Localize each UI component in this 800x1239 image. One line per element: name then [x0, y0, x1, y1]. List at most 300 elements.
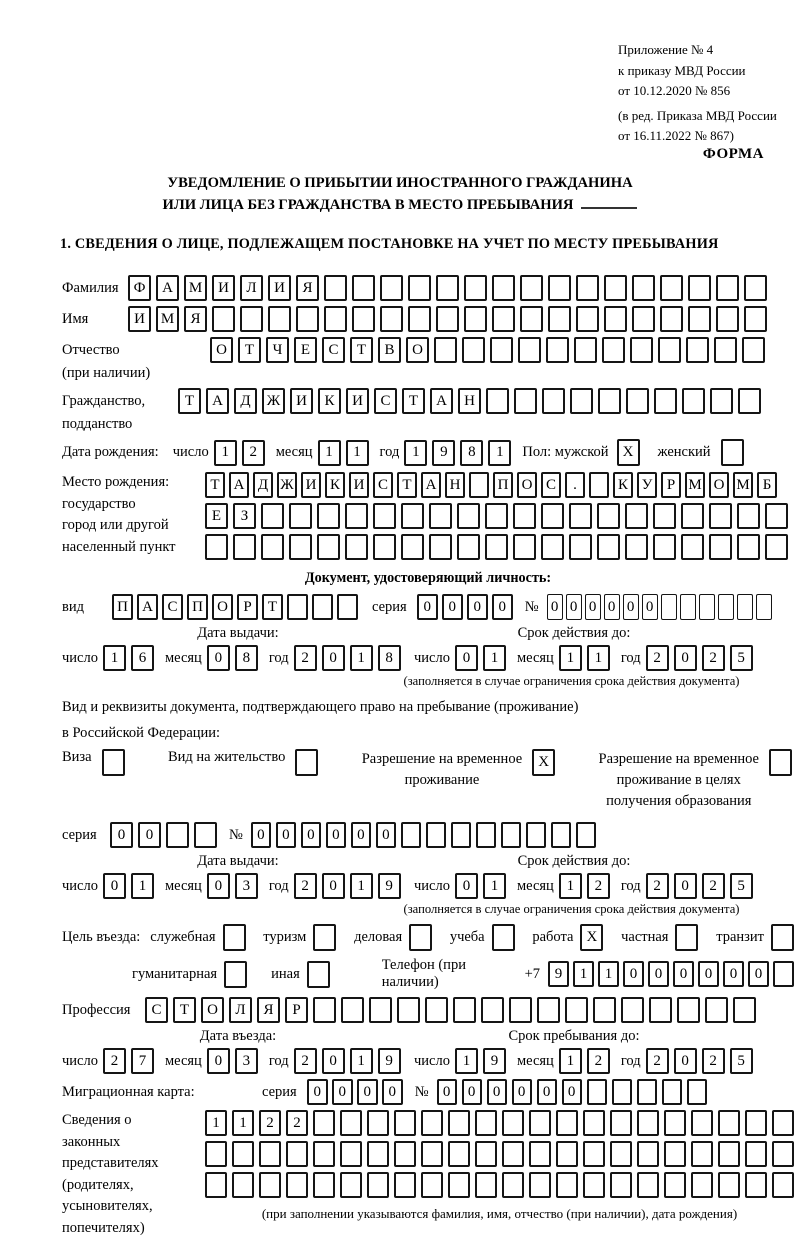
char-cell[interactable]: [604, 275, 627, 301]
option-checkbox[interactable]: [675, 924, 698, 951]
char-cell[interactable]: [233, 534, 256, 560]
char-cell[interactable]: [632, 275, 655, 301]
char-cell[interactable]: [261, 534, 284, 560]
char-cell[interactable]: 0: [322, 873, 345, 899]
char-cell[interactable]: В: [378, 337, 401, 363]
char-cell[interactable]: [514, 388, 537, 414]
char-cell[interactable]: [710, 388, 733, 414]
char-cell[interactable]: [738, 388, 761, 414]
char-cell[interactable]: [637, 1079, 657, 1105]
char-cell[interactable]: [653, 503, 676, 529]
char-cell[interactable]: И: [128, 306, 151, 332]
char-cell[interactable]: [637, 1172, 659, 1198]
char-cell[interactable]: 0: [674, 1048, 697, 1074]
char-cell[interactable]: [681, 534, 704, 560]
char-cell[interactable]: [556, 1110, 578, 1136]
char-cell[interactable]: [718, 1141, 740, 1167]
char-cell[interactable]: 0: [376, 822, 396, 848]
char-cell[interactable]: 0: [442, 594, 463, 620]
char-cell[interactable]: 0: [492, 594, 513, 620]
char-cell[interactable]: [688, 306, 711, 332]
char-cell[interactable]: Т: [205, 472, 225, 498]
char-cell[interactable]: Д: [253, 472, 273, 498]
char-cell[interactable]: 1: [103, 645, 126, 671]
char-cell[interactable]: [520, 306, 543, 332]
char-cell[interactable]: 0: [547, 594, 563, 620]
char-cell[interactable]: [421, 1110, 443, 1136]
char-cell[interactable]: Ж: [262, 388, 285, 414]
char-cell[interactable]: [436, 275, 459, 301]
char-cell[interactable]: [369, 997, 392, 1023]
char-cell[interactable]: [574, 337, 597, 363]
char-cell[interactable]: 1: [232, 1110, 254, 1136]
char-cell[interactable]: М: [156, 306, 179, 332]
char-cell[interactable]: [453, 997, 476, 1023]
char-cell[interactable]: [630, 337, 653, 363]
char-cell[interactable]: С: [322, 337, 345, 363]
char-cell[interactable]: [745, 1141, 767, 1167]
char-cell[interactable]: [448, 1141, 470, 1167]
char-cell[interactable]: 6: [131, 645, 154, 671]
char-cell[interactable]: Т: [178, 388, 201, 414]
char-cell[interactable]: [737, 503, 760, 529]
char-cell[interactable]: 2: [587, 873, 610, 899]
char-cell[interactable]: [705, 997, 728, 1023]
char-cell[interactable]: [341, 997, 364, 1023]
char-cell[interactable]: [587, 1079, 607, 1105]
char-cell[interactable]: [313, 1110, 335, 1136]
char-cell[interactable]: 1: [559, 873, 582, 899]
char-cell[interactable]: О: [212, 594, 233, 620]
char-cell[interactable]: [772, 1110, 794, 1136]
char-cell[interactable]: [541, 534, 564, 560]
char-cell[interactable]: [313, 1141, 335, 1167]
char-cell[interactable]: [718, 1172, 740, 1198]
char-cell[interactable]: [765, 503, 788, 529]
char-cell[interactable]: [352, 275, 375, 301]
char-cell[interactable]: Т: [402, 388, 425, 414]
char-cell[interactable]: 0: [437, 1079, 457, 1105]
char-cell[interactable]: [212, 306, 235, 332]
char-cell[interactable]: 3: [235, 1048, 258, 1074]
char-cell[interactable]: 0: [207, 1048, 230, 1074]
char-cell[interactable]: [317, 534, 340, 560]
char-cell[interactable]: 2: [702, 873, 725, 899]
char-cell[interactable]: 0: [562, 1079, 582, 1105]
char-cell[interactable]: 0: [357, 1079, 378, 1105]
char-cell[interactable]: 0: [748, 961, 769, 987]
char-cell[interactable]: [313, 1172, 335, 1198]
char-cell[interactable]: 7: [131, 1048, 154, 1074]
char-cell[interactable]: [610, 1172, 632, 1198]
char-cell[interactable]: И: [268, 275, 291, 301]
char-cell[interactable]: [661, 594, 677, 620]
char-cell[interactable]: [548, 306, 571, 332]
char-cell[interactable]: М: [184, 275, 207, 301]
char-cell[interactable]: М: [733, 472, 753, 498]
char-cell[interactable]: К: [613, 472, 633, 498]
char-cell[interactable]: [529, 1110, 551, 1136]
char-cell[interactable]: [687, 1079, 707, 1105]
char-cell[interactable]: [772, 1172, 794, 1198]
char-cell[interactable]: Я: [257, 997, 280, 1023]
char-cell[interactable]: [576, 306, 599, 332]
char-cell[interactable]: С: [374, 388, 397, 414]
char-cell[interactable]: [597, 503, 620, 529]
char-cell[interactable]: З: [233, 503, 256, 529]
option-checkbox[interactable]: [224, 961, 247, 988]
char-cell[interactable]: [426, 822, 446, 848]
char-cell[interactable]: [352, 306, 375, 332]
char-cell[interactable]: [408, 275, 431, 301]
char-cell[interactable]: [658, 337, 681, 363]
char-cell[interactable]: О: [709, 472, 729, 498]
char-cell[interactable]: [457, 534, 480, 560]
char-cell[interactable]: [556, 1172, 578, 1198]
char-cell[interactable]: 0: [207, 645, 230, 671]
char-cell[interactable]: 9: [378, 1048, 401, 1074]
char-cell[interactable]: [602, 337, 625, 363]
char-cell[interactable]: .: [565, 472, 585, 498]
char-cell[interactable]: [205, 534, 228, 560]
char-cell[interactable]: С: [162, 594, 183, 620]
char-cell[interactable]: [287, 594, 308, 620]
char-cell[interactable]: А: [206, 388, 229, 414]
char-cell[interactable]: [529, 1141, 551, 1167]
char-cell[interactable]: 2: [103, 1048, 126, 1074]
char-cell[interactable]: [691, 1141, 713, 1167]
char-cell[interactable]: 0: [322, 645, 345, 671]
option-checkbox[interactable]: [307, 961, 330, 988]
char-cell[interactable]: [772, 1141, 794, 1167]
char-cell[interactable]: 2: [646, 645, 669, 671]
char-cell[interactable]: 0: [512, 1079, 532, 1105]
char-cell[interactable]: [548, 275, 571, 301]
residence-permit-checkbox[interactable]: [295, 749, 318, 776]
char-cell[interactable]: [626, 388, 649, 414]
option-checkbox[interactable]: [771, 924, 794, 951]
temp-residence-checkbox[interactable]: X: [532, 749, 555, 776]
char-cell[interactable]: [765, 534, 788, 560]
char-cell[interactable]: [205, 1172, 227, 1198]
char-cell[interactable]: 1: [455, 1048, 478, 1074]
visa-checkbox[interactable]: [102, 749, 125, 776]
option-checkbox[interactable]: [492, 924, 515, 951]
char-cell[interactable]: [380, 306, 403, 332]
char-cell[interactable]: 1: [598, 961, 619, 987]
char-cell[interactable]: [546, 337, 569, 363]
char-cell[interactable]: [367, 1141, 389, 1167]
char-cell[interactable]: [551, 822, 571, 848]
char-cell[interactable]: Л: [229, 997, 252, 1023]
char-cell[interactable]: [621, 997, 644, 1023]
char-cell[interactable]: [569, 534, 592, 560]
char-cell[interactable]: [513, 503, 536, 529]
char-cell[interactable]: Р: [285, 997, 308, 1023]
char-cell[interactable]: [492, 306, 515, 332]
char-cell[interactable]: 1: [205, 1110, 227, 1136]
char-cell[interactable]: [340, 1110, 362, 1136]
char-cell[interactable]: 1: [350, 1048, 373, 1074]
char-cell[interactable]: [166, 822, 189, 848]
char-cell[interactable]: 2: [646, 1048, 669, 1074]
char-cell[interactable]: 2: [702, 645, 725, 671]
char-cell[interactable]: [682, 388, 705, 414]
char-cell[interactable]: 2: [294, 873, 317, 899]
char-cell[interactable]: 0: [487, 1079, 507, 1105]
char-cell[interactable]: [268, 306, 291, 332]
char-cell[interactable]: 0: [207, 873, 230, 899]
char-cell[interactable]: [556, 1141, 578, 1167]
char-cell[interactable]: И: [290, 388, 313, 414]
char-cell[interactable]: [756, 594, 772, 620]
char-cell[interactable]: [610, 1141, 632, 1167]
char-cell[interactable]: [436, 306, 459, 332]
char-cell[interactable]: У: [637, 472, 657, 498]
char-cell[interactable]: 0: [566, 594, 582, 620]
char-cell[interactable]: [337, 594, 358, 620]
char-cell[interactable]: [345, 503, 368, 529]
char-cell[interactable]: [773, 961, 794, 987]
option-checkbox[interactable]: X: [580, 924, 603, 951]
char-cell[interactable]: 9: [548, 961, 569, 987]
char-cell[interactable]: 0: [307, 1079, 328, 1105]
char-cell[interactable]: 1: [587, 645, 610, 671]
char-cell[interactable]: [718, 594, 734, 620]
char-cell[interactable]: Ф: [128, 275, 151, 301]
char-cell[interactable]: [259, 1172, 281, 1198]
char-cell[interactable]: 0: [382, 1079, 403, 1105]
char-cell[interactable]: [490, 337, 513, 363]
char-cell[interactable]: 0: [537, 1079, 557, 1105]
char-cell[interactable]: О: [210, 337, 233, 363]
char-cell[interactable]: 5: [730, 873, 753, 899]
char-cell[interactable]: 2: [286, 1110, 308, 1136]
char-cell[interactable]: [492, 275, 515, 301]
char-cell[interactable]: [716, 275, 739, 301]
char-cell[interactable]: И: [212, 275, 235, 301]
char-cell[interactable]: [408, 306, 431, 332]
sex-female-checkbox[interactable]: [721, 439, 744, 466]
char-cell[interactable]: [475, 1141, 497, 1167]
char-cell[interactable]: 0: [417, 594, 438, 620]
char-cell[interactable]: Т: [262, 594, 283, 620]
char-cell[interactable]: Р: [237, 594, 258, 620]
char-cell[interactable]: 1: [350, 873, 373, 899]
char-cell[interactable]: [340, 1141, 362, 1167]
char-cell[interactable]: [664, 1110, 686, 1136]
char-cell[interactable]: 8: [378, 645, 401, 671]
char-cell[interactable]: 1: [346, 440, 369, 466]
option-checkbox[interactable]: [409, 924, 432, 951]
char-cell[interactable]: [660, 275, 683, 301]
char-cell[interactable]: 0: [301, 822, 321, 848]
char-cell[interactable]: С: [373, 472, 393, 498]
char-cell[interactable]: [541, 503, 564, 529]
char-cell[interactable]: [718, 1110, 740, 1136]
char-cell[interactable]: [709, 503, 732, 529]
char-cell[interactable]: М: [685, 472, 705, 498]
char-cell[interactable]: Р: [661, 472, 681, 498]
char-cell[interactable]: 1: [483, 645, 506, 671]
char-cell[interactable]: [194, 822, 217, 848]
char-cell[interactable]: [397, 997, 420, 1023]
char-cell[interactable]: [425, 997, 448, 1023]
char-cell[interactable]: [597, 534, 620, 560]
char-cell[interactable]: 3: [235, 873, 258, 899]
char-cell[interactable]: [312, 594, 333, 620]
char-cell[interactable]: [509, 997, 532, 1023]
char-cell[interactable]: [688, 275, 711, 301]
char-cell[interactable]: [625, 534, 648, 560]
char-cell[interactable]: [485, 503, 508, 529]
char-cell[interactable]: [598, 388, 621, 414]
char-cell[interactable]: [429, 503, 452, 529]
char-cell[interactable]: 0: [585, 594, 601, 620]
char-cell[interactable]: [394, 1172, 416, 1198]
char-cell[interactable]: 0: [251, 822, 271, 848]
char-cell[interactable]: [259, 1141, 281, 1167]
char-cell[interactable]: Я: [184, 306, 207, 332]
char-cell[interactable]: [345, 534, 368, 560]
char-cell[interactable]: 2: [702, 1048, 725, 1074]
char-cell[interactable]: [401, 534, 424, 560]
char-cell[interactable]: [632, 306, 655, 332]
char-cell[interactable]: 1: [214, 440, 237, 466]
char-cell[interactable]: [373, 534, 396, 560]
char-cell[interactable]: И: [349, 472, 369, 498]
char-cell[interactable]: [570, 388, 593, 414]
char-cell[interactable]: [481, 997, 504, 1023]
char-cell[interactable]: 0: [103, 873, 126, 899]
char-cell[interactable]: О: [517, 472, 537, 498]
char-cell[interactable]: А: [137, 594, 158, 620]
char-cell[interactable]: [469, 472, 489, 498]
char-cell[interactable]: [373, 503, 396, 529]
char-cell[interactable]: [434, 337, 457, 363]
char-cell[interactable]: [699, 594, 715, 620]
char-cell[interactable]: [742, 337, 765, 363]
char-cell[interactable]: [529, 1172, 551, 1198]
char-cell[interactable]: [457, 503, 480, 529]
char-cell[interactable]: Ч: [266, 337, 289, 363]
char-cell[interactable]: Е: [205, 503, 228, 529]
char-cell[interactable]: [501, 822, 521, 848]
char-cell[interactable]: [485, 534, 508, 560]
char-cell[interactable]: [448, 1110, 470, 1136]
char-cell[interactable]: [394, 1110, 416, 1136]
char-cell[interactable]: [448, 1172, 470, 1198]
char-cell[interactable]: П: [112, 594, 133, 620]
char-cell[interactable]: [691, 1172, 713, 1198]
char-cell[interactable]: [612, 1079, 632, 1105]
char-cell[interactable]: 0: [674, 873, 697, 899]
char-cell[interactable]: 0: [138, 822, 161, 848]
char-cell[interactable]: [518, 337, 541, 363]
char-cell[interactable]: [680, 594, 696, 620]
char-cell[interactable]: О: [201, 997, 224, 1023]
char-cell[interactable]: [714, 337, 737, 363]
char-cell[interactable]: [324, 275, 347, 301]
char-cell[interactable]: 9: [432, 440, 455, 466]
char-cell[interactable]: [686, 337, 709, 363]
char-cell[interactable]: П: [493, 472, 513, 498]
char-cell[interactable]: [401, 822, 421, 848]
option-checkbox[interactable]: [313, 924, 336, 951]
char-cell[interactable]: [286, 1141, 308, 1167]
char-cell[interactable]: [744, 275, 767, 301]
char-cell[interactable]: [583, 1110, 605, 1136]
char-cell[interactable]: [502, 1110, 524, 1136]
char-cell[interactable]: [583, 1172, 605, 1198]
char-cell[interactable]: 0: [110, 822, 133, 848]
char-cell[interactable]: Л: [240, 275, 263, 301]
char-cell[interactable]: [664, 1172, 686, 1198]
char-cell[interactable]: 1: [483, 873, 506, 899]
char-cell[interactable]: [313, 997, 336, 1023]
char-cell[interactable]: [462, 337, 485, 363]
char-cell[interactable]: [464, 306, 487, 332]
char-cell[interactable]: А: [156, 275, 179, 301]
char-cell[interactable]: А: [430, 388, 453, 414]
char-cell[interactable]: [576, 822, 596, 848]
char-cell[interactable]: 0: [332, 1079, 353, 1105]
char-cell[interactable]: [542, 388, 565, 414]
char-cell[interactable]: [662, 1079, 682, 1105]
char-cell[interactable]: 0: [326, 822, 346, 848]
char-cell[interactable]: 1: [131, 873, 154, 899]
char-cell[interactable]: [261, 503, 284, 529]
char-cell[interactable]: [637, 1141, 659, 1167]
char-cell[interactable]: [576, 275, 599, 301]
char-cell[interactable]: [475, 1172, 497, 1198]
char-cell[interactable]: 0: [648, 961, 669, 987]
char-cell[interactable]: 0: [623, 594, 639, 620]
char-cell[interactable]: 0: [723, 961, 744, 987]
char-cell[interactable]: [745, 1172, 767, 1198]
char-cell[interactable]: С: [145, 997, 168, 1023]
char-cell[interactable]: [324, 306, 347, 332]
char-cell[interactable]: [737, 534, 760, 560]
char-cell[interactable]: 2: [294, 645, 317, 671]
char-cell[interactable]: 0: [673, 961, 694, 987]
char-cell[interactable]: Н: [458, 388, 481, 414]
char-cell[interactable]: [664, 1141, 686, 1167]
char-cell[interactable]: [589, 472, 609, 498]
char-cell[interactable]: Я: [296, 275, 319, 301]
char-cell[interactable]: [421, 1141, 443, 1167]
char-cell[interactable]: [502, 1172, 524, 1198]
char-cell[interactable]: [476, 822, 496, 848]
char-cell[interactable]: 1: [573, 961, 594, 987]
char-cell[interactable]: 2: [242, 440, 265, 466]
char-cell[interactable]: [367, 1110, 389, 1136]
char-cell[interactable]: [380, 275, 403, 301]
char-cell[interactable]: [232, 1172, 254, 1198]
char-cell[interactable]: [394, 1141, 416, 1167]
char-cell[interactable]: 5: [730, 1048, 753, 1074]
char-cell[interactable]: [520, 275, 543, 301]
char-cell[interactable]: А: [229, 472, 249, 498]
char-cell[interactable]: Ж: [277, 472, 297, 498]
char-cell[interactable]: 0: [467, 594, 488, 620]
char-cell[interactable]: [317, 503, 340, 529]
char-cell[interactable]: А: [421, 472, 441, 498]
option-checkbox[interactable]: [223, 924, 246, 951]
char-cell[interactable]: [421, 1172, 443, 1198]
char-cell[interactable]: [451, 822, 471, 848]
char-cell[interactable]: [565, 997, 588, 1023]
